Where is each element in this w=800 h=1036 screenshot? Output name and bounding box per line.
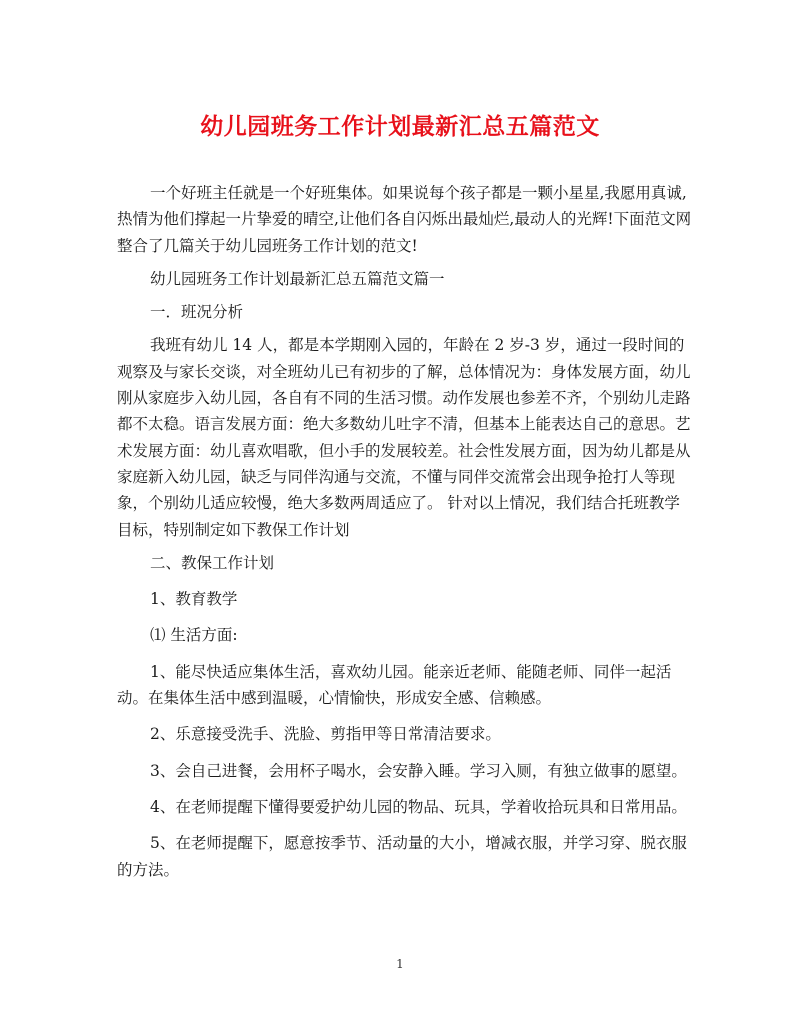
list-item: 1、能尽快适应集体生活，喜欢幼儿园。能亲近老师、能随老师、同伴一起活动。在集体生活中感到温暖，心情愉快，形成安全感、信赖感。 [117, 662, 672, 708]
list-item: 1、教育教学 [150, 590, 238, 609]
document-title: 幼儿园班务工作计划最新汇总五篇范文 [200, 113, 600, 140]
list-item: 5、在老师提醒下，愿意按季节、活动量的大小，增减衣服，并学习穿、脱衣服的方法。 [117, 834, 687, 879]
list-item: 3、会自己进餐，会用杯子喝水，会安静入睡。学习入厕，有独立做事的愿望。 [150, 761, 687, 780]
list-item: 4、在老师提醒下懂得要爱护幼儿园的物品、玩具，学着收拾玩具和日常用品。 [150, 797, 687, 816]
list-item: ⑴ 生活方面: [150, 626, 238, 645]
list-item: 2、乐意接受洗手、洗脸、剪指甲等日常清洁要求。 [150, 725, 501, 744]
analysis-paragraph: 我班有幼儿 14 人，都是本学期刚入园的，年龄在 2 岁-3 岁，通过一段时间的观察及与家长交谈，对全班幼儿已有初步的了解，总体情况为：身体发展方面，幼儿刚从家庭步入幼儿园，各自有不同的生活习惯。动作发展也参差不齐，个别幼儿走路都不太稳。语言发展方面：绝大多数幼儿吐字不清，但基本上能表达自己的意思。艺术发展方面：幼儿喜欢唱歌，但小手的发展较差。社会性发展方面，因为幼儿都是从家庭新入幼儿园，缺乏与同伴沟通与交流，不懂与同伴交流常会出现争抢打人等现象，个别幼儿适应较慢，绝大多数两周适应了。 针对以上情况，我们结合托班教学目标，特别制定如下教保工作计划 [117, 336, 691, 539]
article-subtitle: 幼儿园班务工作计划最新汇总五篇范文篇一 [150, 269, 445, 288]
section-heading-analysis: 一．班况分析 [150, 303, 244, 322]
document-body [117, 180, 695, 883]
page-number: 1 [396, 957, 404, 971]
intro-paragraph: 一个好班主任就是一个好班集体。如果说每个孩子都是一颗小星星,我愿用真诚,热情为他们撑起一片挚爱的晴空,让他们各自闪烁出最灿烂,最动人的光辉!下面范文网整合了几篇关于幼儿园班务工作计划的范文! [117, 184, 692, 255]
section-heading-plan: 二、教保工作计划 [150, 553, 275, 572]
